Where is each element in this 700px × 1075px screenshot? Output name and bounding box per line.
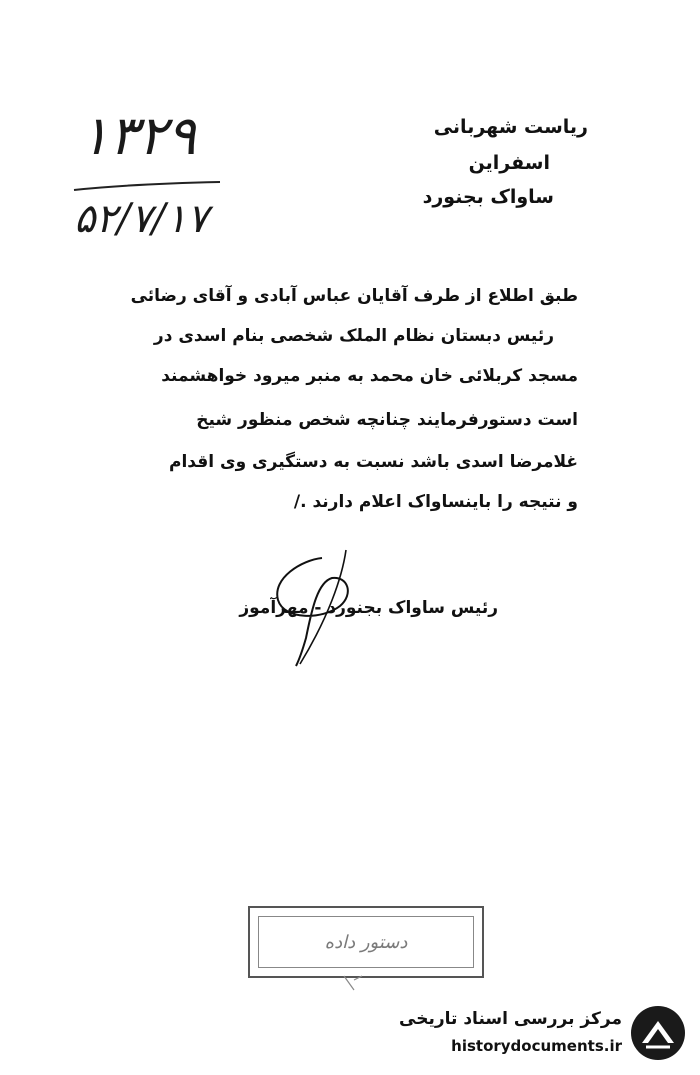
body-line: و نتیجه را باینساواک اعلام دارند ./ xyxy=(293,492,578,512)
addressee: ریاست شهربانی xyxy=(433,116,588,138)
body-line: غلامرضا اسدی باشد نسبت به دستگیری وی اقدام xyxy=(169,452,578,472)
body-line: مسجد کربلائی خان محمد به منبر میرود خواهشمند xyxy=(161,366,578,386)
watermark-url: historydocuments.ir xyxy=(451,1037,622,1055)
reference-date: ۵۲/۷/۱۷ xyxy=(74,196,209,242)
stamp-text: دستور داده xyxy=(258,916,474,968)
watermark xyxy=(388,1003,688,1063)
sender: ساواک بجنورد xyxy=(422,186,554,208)
stamp-mark xyxy=(340,972,370,994)
handwritten-signature xyxy=(262,548,372,673)
signature-line: رئیس ساواک بجنورد - مهرآموز xyxy=(239,598,498,618)
stamp-box xyxy=(248,906,484,978)
body-line: رئیس دبستان نظام الملک شخصی بنام اسدی در xyxy=(153,326,554,346)
reference-number: ۱۳۲۹ xyxy=(80,104,197,167)
body-line: طبق اطلاع از طرف آقایان عباس آبادی و آقای رضائی xyxy=(130,286,578,306)
body-line: است دستورفرمایند چنانچه شخص منظور شیخ xyxy=(196,410,578,430)
watermark-title: مرکز بررسی اسناد تاریخی xyxy=(399,1009,622,1029)
book-logo-icon xyxy=(628,1003,688,1063)
city: اسفراین xyxy=(468,152,550,174)
reference-divider xyxy=(70,178,230,194)
